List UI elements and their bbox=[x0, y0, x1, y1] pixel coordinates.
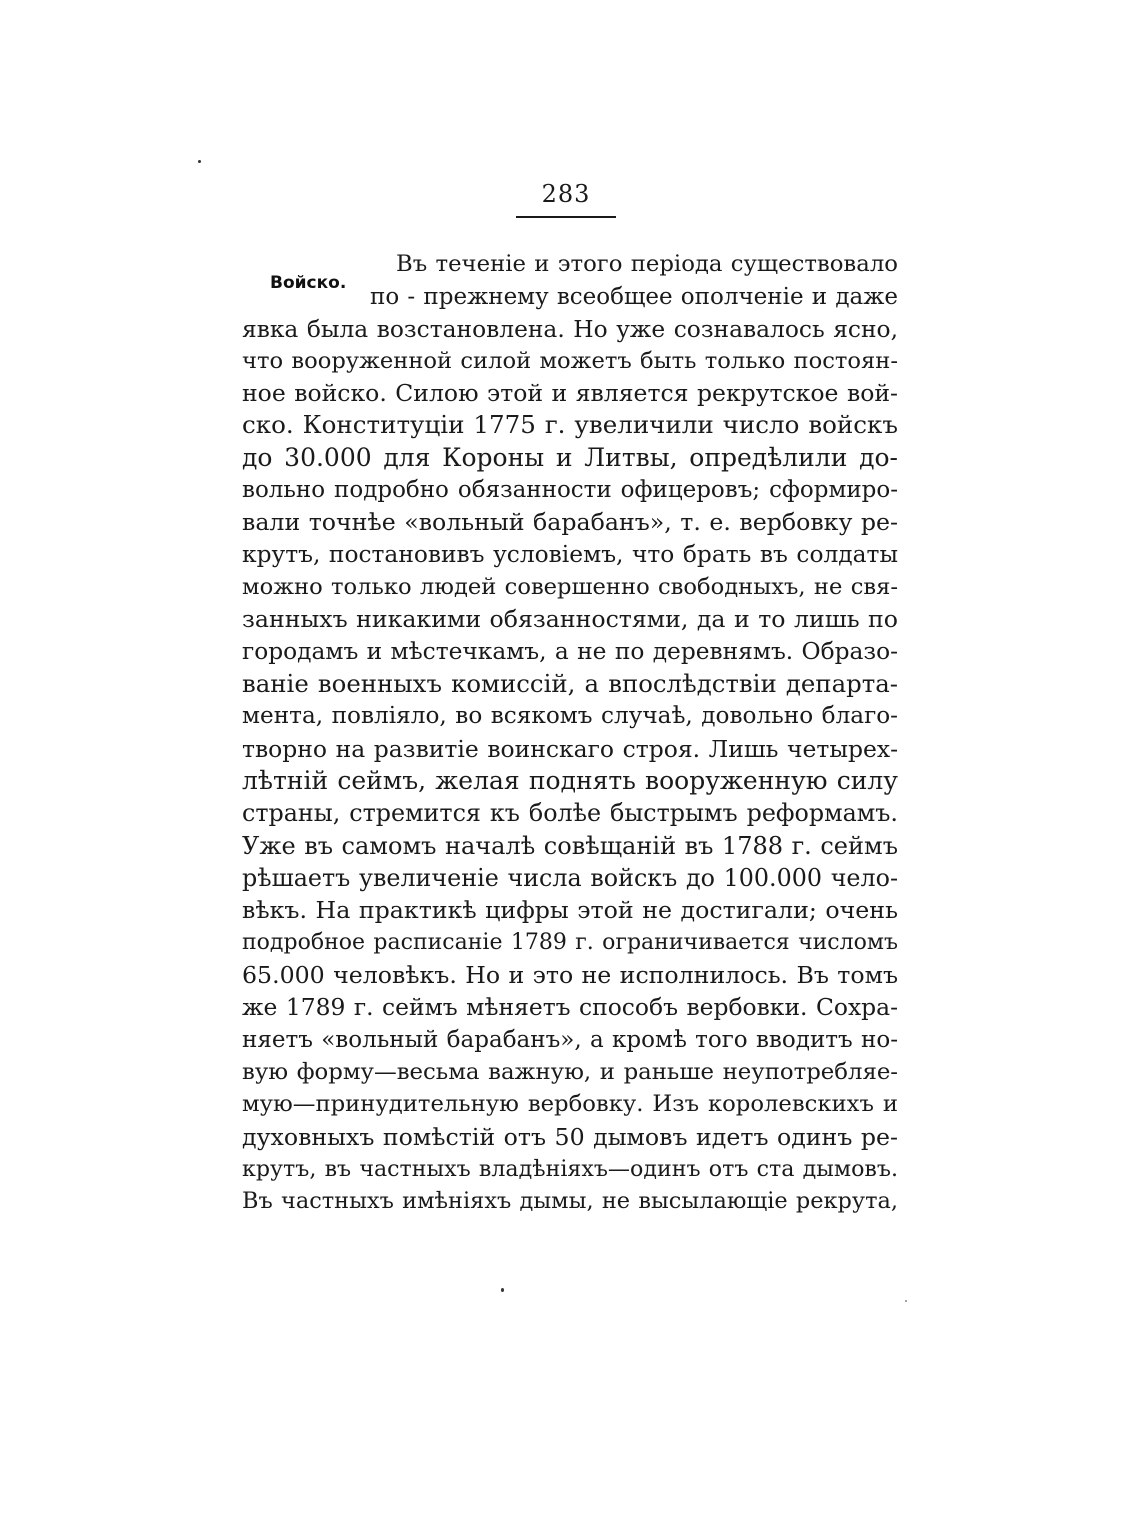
page-number-rule bbox=[516, 216, 616, 218]
text-line: вольно подробно обязанности офицеровъ; сформиро- bbox=[242, 477, 898, 503]
text-line: явка была возстановлена. Но уже сознавалось ясно, bbox=[242, 315, 898, 343]
text-line: городамъ и мѣстечкамъ, а не по деревнямъ. Образо- bbox=[242, 638, 898, 665]
text-line: до 30.000 для Короны и Литвы, опредѣлили до- bbox=[242, 443, 898, 472]
text-line: что вооруженной силой можетъ быть только постоян- bbox=[242, 348, 898, 374]
text-line: творно на развитіе воинскаго строя. Лишь четырех- bbox=[242, 735, 898, 763]
text-line: Въ частныхъ имѣніяхъ дымы, не высылающіе рекрута, bbox=[242, 1188, 898, 1214]
scan-speck bbox=[905, 1300, 907, 1302]
text-line: по - прежнему всеобщее ополченіе и даже bbox=[370, 284, 898, 310]
scan-speck bbox=[501, 1288, 504, 1292]
text-line: мента, повліяло, во всякомъ случаѣ, довольно благо- bbox=[242, 703, 898, 729]
text-line: мую—принудительную вербовку. Изъ королевскихъ и bbox=[242, 1091, 898, 1117]
margin-note: Войско. bbox=[270, 273, 347, 293]
text-line: занныхъ никакими обязанностями, да и то лишь по bbox=[242, 605, 898, 633]
text-line: няетъ «вольный барабанъ», а кромѣ того вводитъ но- bbox=[242, 1027, 898, 1053]
text-line: Уже въ самомъ началѣ совѣщаній въ 1788 г. сеймъ bbox=[242, 832, 898, 860]
text-line: крутъ, въ частныхъ владѣніяхъ—одинъ отъ ста дымовъ. bbox=[242, 1156, 898, 1182]
text-line: вѣкъ. На практикѣ цифры этой не достигали; очень bbox=[242, 896, 898, 924]
scan-speck bbox=[198, 160, 201, 163]
page-number: 283 bbox=[541, 180, 591, 208]
text-line: ное войско. Силою этой и является рекрутское вой- bbox=[242, 379, 898, 407]
text-line: лѣтній сеймъ, желая поднять вооруженную силу bbox=[242, 766, 898, 795]
text-line: ваніе военныхъ комиссій, а впослѣдствіи департа- bbox=[242, 669, 898, 698]
text-line: вали точнѣе «вольный барабанъ», т. е. вербовку ре- bbox=[242, 508, 898, 536]
text-line: рѣшаетъ увеличеніе числа войскъ до 100.000 чело- bbox=[242, 864, 898, 892]
text-line: страны, стремится къ болѣе быстрымъ реформамъ. bbox=[242, 799, 898, 827]
text-line: же 1789 г. сеймъ мѣняетъ способъ вербовки. Сохра- bbox=[242, 993, 898, 1021]
text-line: крутъ, постановивъ условіемъ, что брать въ солдаты bbox=[242, 541, 898, 568]
text-line: духовныхъ помѣстій отъ 50 дымовъ идетъ одинъ ре- bbox=[242, 1123, 898, 1151]
text-line: Въ теченіе и этого періода существовало bbox=[396, 251, 898, 277]
text-line: можно только людей совершенно свободныхъ, не свя- bbox=[242, 574, 898, 600]
text-line: 65.000 человѣкъ. Но и это не исполнилось. Въ томъ bbox=[242, 961, 898, 989]
text-line: ско. Конституціи 1775 г. увеличили число войскъ bbox=[242, 410, 898, 439]
text-line: подробное расписаніе 1789 г. ограничивается числомъ bbox=[242, 930, 898, 955]
text-line: вую форму—весьма важную, и раньше неупотребляе- bbox=[242, 1059, 898, 1085]
